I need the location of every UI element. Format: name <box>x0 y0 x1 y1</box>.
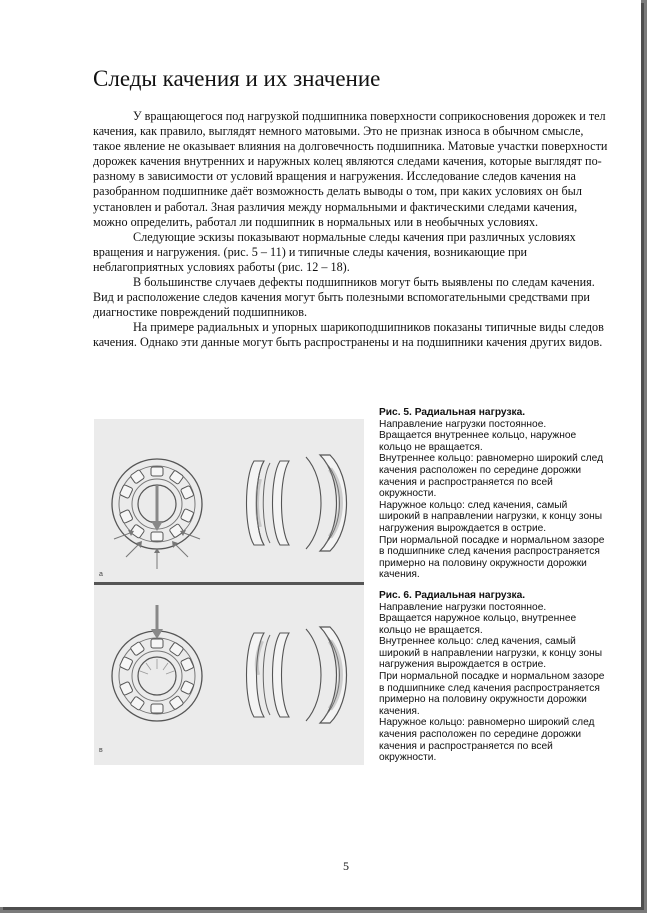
caption-title: Рис. 6. Радиальная нагрузка. <box>379 589 526 601</box>
bearing-rings-side-view-bottom <box>247 627 347 723</box>
bearing-front-view-bottom <box>112 605 202 721</box>
page-number: 5 <box>343 859 349 873</box>
caption-line: Внутреннее кольцо: след качения, самый широкий в направлении нагрузки, к концу зоны нагружения вырождается в острие. <box>379 636 603 671</box>
caption-line: Направление нагрузки постоянное. <box>379 601 547 613</box>
caption-line: Вращается наружное кольцо, внутреннее кольцо не вращается. <box>379 613 577 636</box>
figure-label-b: в <box>99 747 103 754</box>
paragraph-4: На примере радиальных и упорных шарикоподшипников показаны типичные виды следов качения. Однако эти данные могут быть распространены и на подшипники качения других видов. <box>93 320 604 350</box>
paragraph-1: У вращающегося под нагрузкой подшипника поверхности соприкосновения дорожек и тел качения, как правило, выглядят немного матовыми. Это не признак износа в обычном смысле, такое явление не оказывает влияния на долговечность подшипника. Матовые участки поверхности дорожек качения внутренних и наружных колец являются следами качения, которые выглядят по-разному в зависимости от условий вращения и нагружения. Исследование следов качения на разобранном подшипнике даёт возможность делать выводы о том, при каких условиях он был установлен и работал. Зная различия между нормальными и фактическими следами качения, можно определить, работал ли подшипник в нормальных или в необычных условиях. <box>93 109 608 229</box>
caption-line: Наружное кольцо: равномерно широкий след качения расположен по середине дорожки качения и распространяется по всей окружности. <box>379 717 595 764</box>
caption-fig-6 <box>379 590 609 764</box>
caption-line: Внутреннее кольцо: равномерно широкий след качения расположен по середине дорожки качения и распространяется по всей окружности. <box>379 453 604 500</box>
figure-divider <box>94 582 364 585</box>
bearing-figure <box>94 419 364 765</box>
bearing-front-view-top <box>112 459 202 569</box>
caption-line: Наружное кольцо: след качения, самый широкий в направлении нагрузки, к концу зоны нагружения вырождается в острие. <box>379 499 603 534</box>
caption-line: При нормальной посадке и нормальном зазоре в подшипнике след качения распространяется примерно на половину окружности дорожки качения. <box>379 534 605 581</box>
paragraph-2: Следующие эскизы показывают нормальные следы качения при различных условиях вращения и нагружения. (рис. 5 – 11) и типичные следы качения, возникающие при неблагоприятных условиях работы (рис. 12 – 18). <box>93 229 576 274</box>
body-text <box>93 109 608 351</box>
caption-fig-5 <box>379 407 609 581</box>
caption-title: Рис. 5. Радиальная нагрузка. <box>379 407 526 418</box>
caption-line: Вращается внутреннее кольцо, наружное кольцо не вращается. <box>379 430 577 453</box>
caption-line: Направление нагрузки постоянное. <box>379 418 547 430</box>
page-title: Следы качения и их значение <box>93 66 381 91</box>
paragraph-3: В большинстве случаев дефекты подшипников могут быть выявлены по следам качения. Вид и расположение следов качения могут быть полезными вспомогательными средствами при диагностике повреждений подшипников. <box>93 275 595 320</box>
figure-captions <box>379 407 609 773</box>
bearing-rings-side-view-top <box>247 455 347 551</box>
figure-label-a: a <box>99 571 103 578</box>
caption-line: При нормальной посадке и нормальном зазоре в подшипнике след качения распространяется примерно на половину окружности дорожки качения. <box>379 671 605 717</box>
